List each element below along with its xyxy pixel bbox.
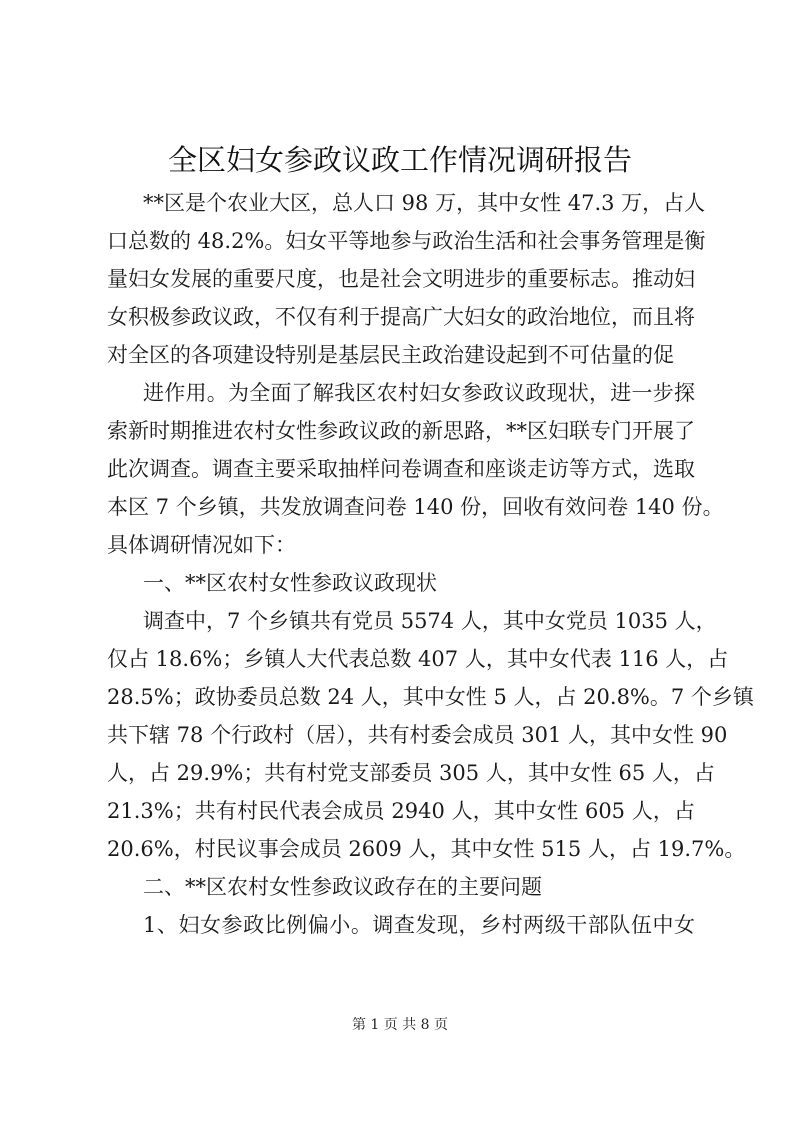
text-line: 本区 7 个乡镇，共发放调查问卷 140 份，回收有效问卷 140 份。: [107, 495, 724, 519]
text-line: 20.6%，村民议事会成员 2609 人，其中女性 515 人，占 19.7%。: [107, 837, 746, 861]
text-line: 共下辖 78 个行政村（居），共有村委会成员 301 人，其中女性 90: [107, 723, 728, 747]
text-line: 口总数的 48.2%。妇女平等地参与政治生活和社会事务管理是衡: [107, 229, 706, 253]
text-line: 21.3%；共有村民代表会成员 2940 人，其中女性 605 人，占: [107, 799, 695, 823]
text-line: 人，占 29.9%；共有村党支部委员 305 人，其中女性 65 人，占: [107, 761, 715, 785]
text-line: 1、妇女参政比例偏小。调查发现，乡村两级干部队伍中女: [143, 913, 695, 937]
text-line: 进作用。为全面了解我区农村妇女参政议政现状，进一步探: [143, 381, 695, 405]
page-footer: 第 1 页 共 8 页: [351, 1017, 449, 1033]
text-line: **区是个农业大区，总人口 98 万，其中女性 47.3 万，占人: [143, 191, 706, 215]
text-line: 量妇女发展的重要尺度，也是社会文明进步的重要标志。推动妇: [107, 267, 695, 291]
text-line: 28.5%；政协委员总数 24 人，其中女性 5 人，占 20.8%。7 个乡镇: [107, 685, 754, 709]
text-line: 索新时期推进农村女性参政议政的新思路，**区妇联专门开展了: [107, 419, 695, 443]
section-heading: 一、**区农村女性参政议政现状: [143, 571, 437, 595]
text-line: 此次调查。调查主要采取抽样问卷调查和座谈走访等方式，选取: [107, 457, 695, 481]
section-heading: 二、**区农村女性参政议政存在的主要问题: [143, 875, 542, 899]
text-line: 女积极参政议政，不仅有利于提高广大妇女的政治地位，而且将: [107, 305, 695, 329]
text-line: 调查中，7 个乡镇共有党员 5574 人，其中女党员 1035 人，: [143, 609, 717, 633]
text-line: 仅占 18.6%；乡镇人大代表总数 407 人，其中女代表 116 人，占: [107, 647, 729, 671]
text-line: 具体调研情况如下：: [107, 533, 296, 557]
document-title: 全区妇女参政议政工作情况调研报告: [167, 143, 632, 177]
text-line: 对全区的各项建设特别是基层民主政治建设起到不可估量的促: [107, 343, 674, 367]
